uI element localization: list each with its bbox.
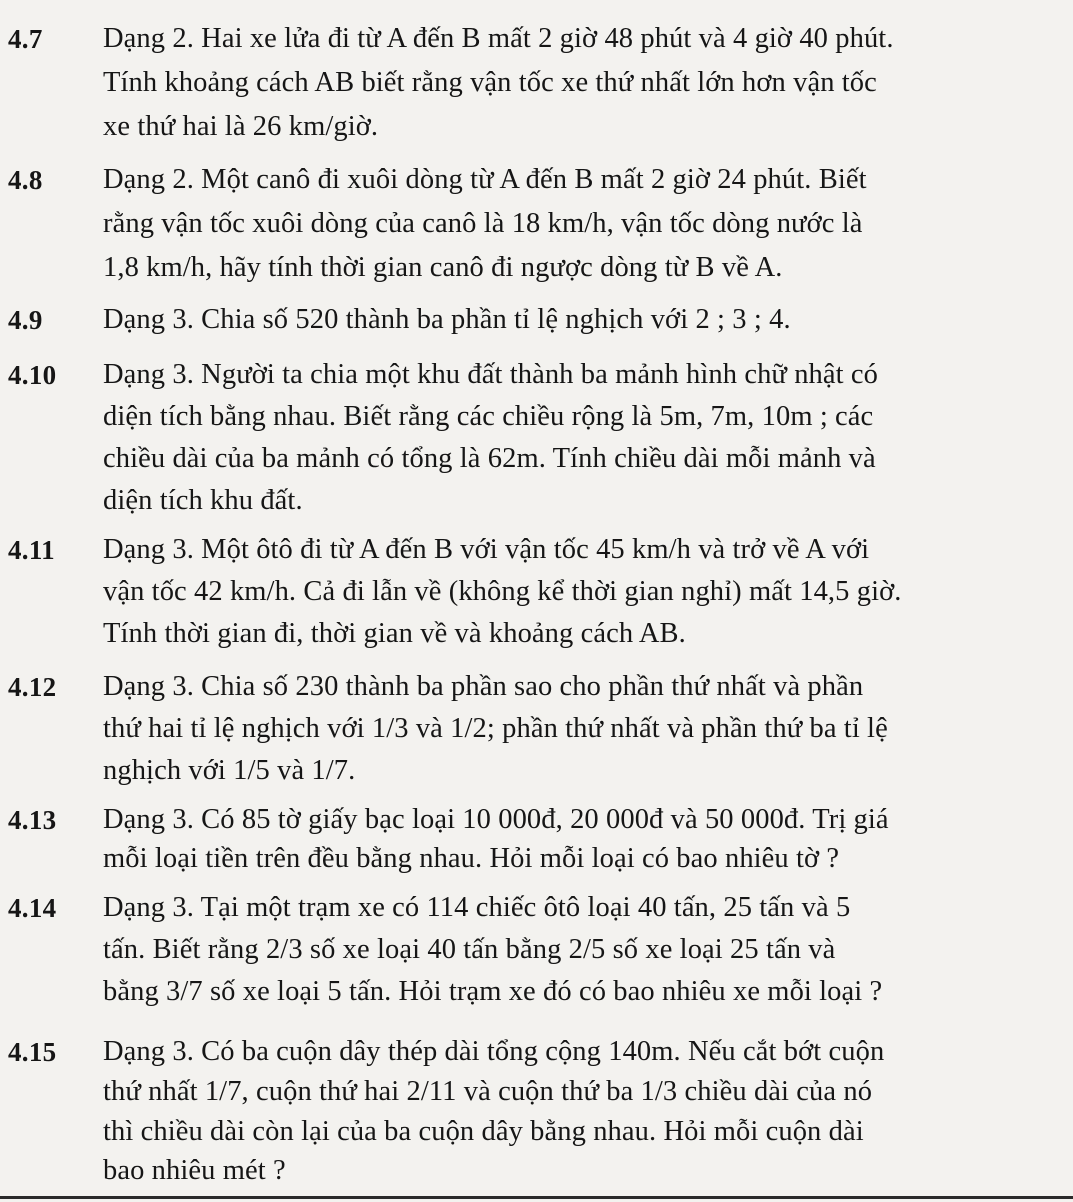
bottom-divider — [0, 1196, 1073, 1199]
problem-text-line: tấn. Biết rằng 2/3 số xe loại 40 tấn bằng 2/5 số xe loại 25 tấn và — [103, 934, 836, 965]
problem-number: 4.10 — [8, 360, 57, 390]
problem-text-line: thì chiều dài còn lại của ba cuộn dây bằng nhau. Hỏi mỗi cuộn dài — [103, 1116, 864, 1147]
problem-text-line: Dạng 3. Có ba cuộn dây thép dài tổng cộng 140m. Nếu cắt bớt cuộn — [103, 1036, 885, 1067]
problem-text-line: 1,8 km/h, hãy tính thời gian canô đi ngược dòng từ B về A. — [103, 252, 783, 283]
problem-text-line: mỗi loại tiền trên đều bằng nhau. Hỏi mỗi loại có bao nhiêu tờ ? — [103, 843, 840, 874]
problem-text-line: Dạng 3. Có 85 tờ giấy bạc loại 10 000đ, 20 000đ và 50 000đ. Trị giá — [103, 804, 889, 835]
problem-text-line: Dạng 2. Một canô đi xuôi dòng từ A đến B mất 2 giờ 24 phút. Biết — [103, 164, 867, 195]
problem-number: 4.9 — [8, 305, 43, 335]
problem-text-line: Dạng 3. Chia số 230 thành ba phần sao cho phần thứ nhất và phần — [103, 671, 864, 702]
problem-text-line: thứ nhất 1/7, cuộn thứ hai 2/11 và cuộn thứ ba 1/3 chiều dài của nó — [103, 1076, 873, 1107]
problem-text-line: Tính khoảng cách AB biết rằng vận tốc xe thứ nhất lớn hơn vận tốc — [103, 67, 877, 98]
problem-text-line: bằng 3/7 số xe loại 5 tấn. Hỏi trạm xe đó có bao nhiêu xe mỗi loại ? — [103, 976, 883, 1007]
problem-text-line: Dạng 3. Tại một trạm xe có 114 chiếc ôtô loại 40 tấn, 25 tấn và 5 — [103, 892, 851, 923]
problem-number: 4.15 — [8, 1037, 57, 1067]
problem-text-line: Dạng 2. Hai xe lửa đi từ A đến B mất 2 giờ 48 phút và 4 giờ 40 phút. — [103, 23, 894, 54]
problem-number: 4.8 — [8, 165, 43, 195]
problem-text-line: vận tốc 42 km/h. Cả đi lẫn về (không kể thời gian nghỉ) mất 14,5 giờ. — [103, 576, 902, 607]
problem-text-line: chiều dài của ba mảnh có tổng là 62m. Tính chiều dài mỗi mảnh và — [103, 443, 876, 474]
problem-text-line: thứ hai tỉ lệ nghịch với 1/3 và 1/2; phần thứ nhất và phần thứ ba tỉ lệ — [103, 713, 888, 744]
problem-number: 4.13 — [8, 805, 57, 835]
problem-text-line: Dạng 3. Chia số 520 thành ba phần tỉ lệ nghịch với 2 ; 3 ; 4. — [103, 304, 791, 335]
problem-number: 4.12 — [8, 672, 57, 702]
problem-number: 4.11 — [8, 535, 55, 565]
problem-text-line: nghịch với 1/5 và 1/7. — [103, 755, 356, 786]
problem-text-line: Dạng 3. Một ôtô đi từ A đến B với vận tốc 45 km/h và trở về A với — [103, 534, 870, 565]
problem-text-line: xe thứ hai là 26 km/giờ. — [103, 111, 379, 142]
problem-text-line: Tính thời gian đi, thời gian về và khoảng cách AB. — [103, 618, 686, 649]
problem-text-line: bao nhiêu mét ? — [103, 1155, 286, 1186]
problem-number: 4.7 — [8, 24, 43, 54]
problem-text-line: rằng vận tốc xuôi dòng của canô là 18 km/h, vận tốc dòng nước là — [103, 208, 863, 239]
problem-text-line: diện tích bằng nhau. Biết rằng các chiều rộng là 5m, 7m, 10m ; các — [103, 401, 874, 432]
problem-text-line: diện tích khu đất. — [103, 485, 303, 516]
problem-number: 4.14 — [8, 893, 57, 923]
problem-text-line: Dạng 3. Người ta chia một khu đất thành ba mảnh hình chữ nhật có — [103, 359, 878, 390]
